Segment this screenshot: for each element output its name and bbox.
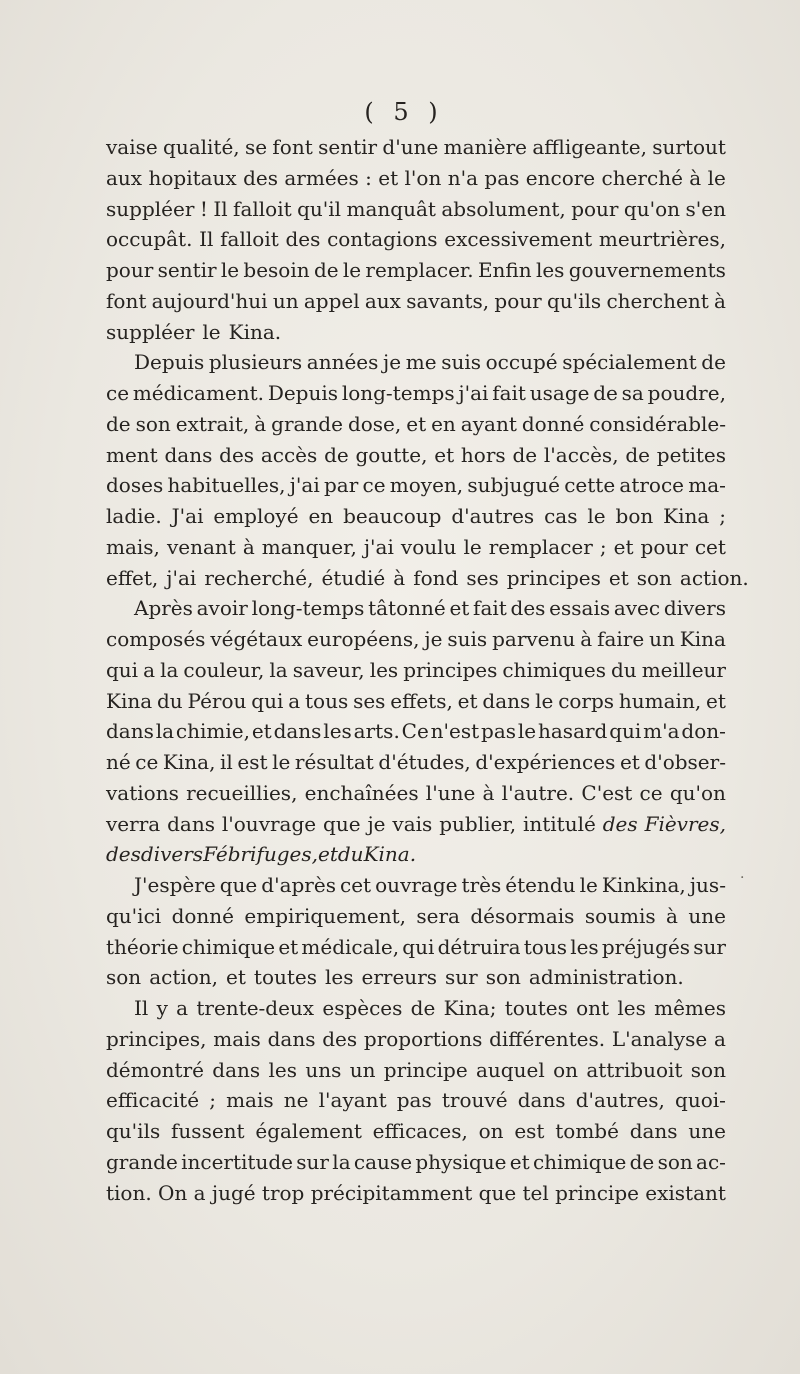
text-line: font aujourd'hui un appel aux savants, pour qu'ils cherchent à [106, 288, 726, 313]
body-text [106, 132, 749, 1208]
text-line: ladie. J'ai employé en beaucoup d'autres cas le bon Kina ; [106, 504, 726, 528]
text-line: vations recueillies, enchaînées l'une à l'autre. C'est ce qu'on [106, 780, 726, 805]
text-line: de son extrait, à grande dose, et en ayant donné considérable- [106, 411, 726, 436]
text-line: son action, et toutes les erreurs sur son administration. [106, 965, 684, 990]
page-number: ( 5 ) [364, 98, 444, 126]
text-line: né ce Kina, il est le résultat d'études, d'expériences et d'obser- [106, 750, 726, 774]
text-line: doses habituelles, j'ai par ce moyen, subjugué cette atroce ma- [106, 473, 726, 498]
text-line: principes, mais dans des proportions différentes. L'analyse a [106, 1026, 726, 1051]
text-line: Kina du Pérou qui a tous ses effets, et dans le corps humain, et [106, 688, 726, 713]
text-line: J'espère que d'après cet ouvrage très étendu le Kinkina, jus- [134, 873, 726, 897]
text-line: vaise qualité, se font sentir d'une manière affligeante, surtout [106, 135, 726, 159]
text-line: ce médicament. Depuis long-temps j'ai fait usage de sa poudre, [106, 381, 726, 405]
text-line: démontré dans les uns un principe auquel on attribuoit son [106, 1057, 726, 1082]
text-line: qu'ici donné empiriquement, sera désormais soumis à une [106, 903, 726, 928]
text-line: Depuis plusieurs années je me suis occupé spécialement de [134, 350, 726, 375]
text-line: dans la chimie, et dans les arts. Ce n'est pas le hasard qui m'a don- [106, 719, 726, 744]
text-line: qu'ils fussent également efficaces, on est tombé dans une [106, 1119, 726, 1143]
margin-speck: · [740, 870, 745, 886]
text-line: ment dans des accès de goutte, et hors de l'accès, de petites [106, 442, 726, 467]
text-line: grande incertitude sur la cause physique et chimique de son ac- [106, 1149, 726, 1174]
text-line: composés végétaux européens, je suis parvenu à faire un Kina [106, 627, 726, 651]
text-line: Après avoir long-temps tâtonné et fait des essais avec divers [134, 596, 726, 621]
text-line: Il y a trente-deux espèces de Kina; toutes ont les mêmes [134, 996, 726, 1020]
text-line: qui a la couleur, la saveur, les principes chimiques du meilleur [106, 657, 726, 682]
text-line: théorie chimique et médicale, qui détruira tous les préjugés sur [106, 934, 726, 959]
text-line: suppléer le Kina. [106, 319, 282, 344]
text-line: tion. On a jugé trop précipitamment que tel principe existant [106, 1180, 726, 1205]
text-line: aux hopitaux des armées : et l'on n'a pas encore cherché à le [106, 165, 726, 190]
text-line: suppléer ! Il falloit qu'il manquât absolument, pour qu'on s'en [106, 196, 726, 221]
text-line: verra dans l'ouvrage que je vais publier, intitulé des Fièvres, [106, 811, 726, 836]
text-line: pour sentir le besoin de le remplacer. Enfin les gouvernements [106, 258, 726, 282]
text-line: effet, j'ai recherché, étudié à fond ses principes et son action. [106, 565, 749, 590]
text-line: occupât. Il falloit des contagions excessivement meurtrières, [106, 227, 726, 252]
text-line: mais, venant à manquer, j'ai voulu le remplacer ; et pour cet [106, 534, 726, 559]
text-line: efficacité ; mais ne l'ayant pas trouvé dans d'autres, quoi- [106, 1088, 726, 1113]
text-line: des divers Fébrifuges, et du Kina. [106, 842, 417, 867]
